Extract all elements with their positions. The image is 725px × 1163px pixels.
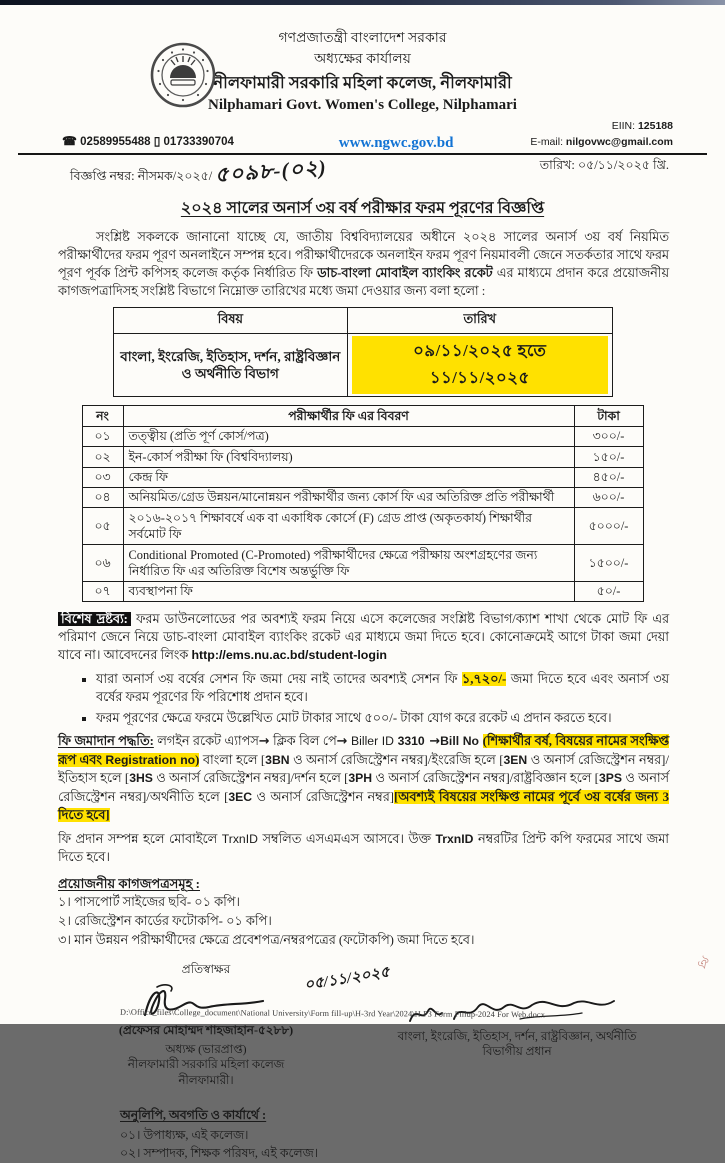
schedule-table bbox=[113, 307, 613, 397]
schedule-header-row bbox=[113, 308, 612, 334]
payment-instructions bbox=[58, 732, 669, 824]
college-name-bengali: নীলফামারী সরকারি মহিলা কলেজ, নীলফামারী bbox=[213, 73, 512, 93]
fee-row bbox=[82, 545, 643, 582]
schedule-col-subject: বিষয় bbox=[113, 308, 348, 334]
fee-header-row bbox=[82, 406, 643, 426]
mobile-number: 01733390704 bbox=[163, 135, 234, 148]
eiin-label: EIIN: bbox=[611, 120, 636, 133]
dept-heads-title: বিভাগীয় প্রধান bbox=[482, 1044, 552, 1059]
id-block bbox=[530, 119, 673, 149]
fee-amount: ১৫০০/- bbox=[574, 545, 643, 582]
contact-row bbox=[0, 117, 725, 149]
fee-no: ০১ bbox=[82, 426, 123, 446]
fee-no: ০৬ bbox=[82, 545, 123, 582]
notice-date bbox=[540, 157, 669, 177]
file-path-footer: D:\Office_files\College_document\National University\Form fill-up\H-3rd Year\2024\H P3 Form Fillup-2024 For Web.docx bbox=[119, 1007, 545, 1020]
phone-numbers bbox=[62, 134, 234, 150]
documents-section bbox=[58, 875, 669, 951]
fee-col-desc: পরীক্ষার্থীর ফি এর বিবরণ bbox=[123, 406, 574, 426]
memo-number-handwritten: ৫০৯৮-(০২) bbox=[214, 154, 328, 187]
government-line: গণপ্রজাতন্ত্রী বাংলাদেশ সরকার bbox=[278, 31, 447, 46]
fee-amount: ৫০/- bbox=[574, 581, 643, 601]
eiin-line bbox=[530, 119, 673, 134]
copies-section bbox=[120, 1107, 669, 1163]
signature-row bbox=[96, 961, 647, 1090]
eiin-value: 125188 bbox=[637, 120, 673, 133]
scan-ink-artifact: ঐ bbox=[695, 955, 709, 972]
fee-amount: ৫০০০/- bbox=[574, 508, 643, 545]
fee-no: ০২ bbox=[82, 447, 123, 467]
fee-no: ০৪ bbox=[82, 487, 123, 507]
memo-number bbox=[70, 154, 328, 192]
memo-label: বিজ্ঞপ্তি নম্বর: নীসমক/২০২৫/ bbox=[70, 168, 213, 183]
intro-paragraph: সংশ্লিষ্ট সকলকে জানানো যাচ্ছে যে, জাতীয় বিশ্ববিদ্যালয়ের অধীনে ২০২৪ সালের অনার্স ৩য় বর্ষ নিয়মিত পরীক্ষার্থীদের ফরম পূরণ অনলাইনে সম্পন্ন হবে। পরীক্ষার্থীদেরকে অনলাইন ফরম পূরণ নিয়মাবলী জেনে সতর্কতার সাথে ফরম পূরণ পূর্বক প্রিন্ট কপিসহ কলেজ কর্তৃক নির্ধারিত ফি ডাচ-বাংলা মোবাইল ব্যাংকিং রকেট এর মাধ্যমে প্রদান করে প্রয়োজনীয় কাগজপত্রাদিসহ সংশ্লিষ্ট বিভাগে নিম্নোক্ত তারিখের মধ্যে জমা দেওয়ার জন্য বলা হলো : bbox=[58, 229, 669, 299]
college-seal-logo bbox=[150, 42, 216, 115]
email-label: E-mail: bbox=[530, 135, 563, 148]
document-item: ২। রেজিস্ট্রেশন কার্ডের ফটোকপি- ০১ কপি। bbox=[58, 914, 272, 929]
phone-number: 02589955488 bbox=[80, 135, 151, 148]
fee-desc: তত্ত্বীয় (প্রতি পূর্ণ কোর্স/পত্র) bbox=[123, 426, 574, 446]
email-line bbox=[530, 135, 673, 150]
website-link[interactable]: www.ngwc.gov.bd bbox=[338, 134, 454, 151]
countersign-label: প্রতিস্বাক্ষর bbox=[181, 961, 231, 976]
fee-amount: ৪৫০/- bbox=[574, 467, 643, 487]
fee-row bbox=[82, 581, 643, 601]
copies-heading: অনুলিপি, অবগতি ও কার্যার্থে : bbox=[120, 1108, 267, 1123]
fee-desc: ব্যবস্থাপনা ফি bbox=[123, 581, 574, 601]
bullet-session-fee: ▪ যারা অনার্স ৩য় বর্ষের সেশন ফি জমা দেয় নাই তাদের অবশ্যই সেশন ফি ১,৭২০/- জমা দিতে হবে এবং অনার্স ৩য় বর্ষের ফরম পূরণের ফি পরিশোধ প্রদান হবে। bbox=[96, 671, 669, 707]
bullet-extra-500: ▪ ফরম পূরণের ক্ষেত্রে ফরমে উল্লেখিত মোট টাকার সাথে ৫০০/- টাকা যোগ করে রকেট এ প্রদান করতে হবে। bbox=[96, 710, 669, 728]
fee-amount: ৬০০/- bbox=[574, 487, 643, 507]
meta-row bbox=[0, 155, 725, 187]
schedule-subjects: বাংলা, ইংরেজি, ইতিহাস, দর্শন, রাষ্ট্রবিজ্ঞান ও অর্থনীতি বিভাগ bbox=[113, 334, 348, 397]
principal-name: (প্রফেসর মোহাম্মদ শাহজাহান-৫২৮৮) bbox=[118, 1022, 294, 1037]
fee-amount: ৩০০/- bbox=[574, 426, 643, 446]
date-value: ০৫/১১/২০২৫ খ্রি. bbox=[577, 157, 669, 172]
copy-item: ০২। সম্পাদক, শিক্ষক পরিষদ, এই কলেজ। bbox=[120, 1146, 318, 1161]
telephone-icon: ☎ bbox=[62, 133, 77, 148]
payment-heading: ফি জমাদান পদ্ধতি: bbox=[58, 733, 154, 748]
special-note-label: বিশেষ দ্রষ্টব্য: bbox=[58, 612, 131, 626]
office-line: অধ্যক্ষের কার্যালয় bbox=[314, 52, 411, 68]
principal-title: অধ্যক্ষ (ভারপ্রাপ্ত) bbox=[165, 1041, 247, 1056]
fee-row bbox=[82, 487, 643, 507]
handwritten-date: ০৫/১১/২০২৫ bbox=[302, 963, 391, 994]
notice-title: ২০২৪ সালের অনার্স ৩য় বর্ষ পরীক্ষার ফরম পূরণের বিজ্ঞপ্তি bbox=[180, 199, 545, 217]
bullet-list bbox=[96, 671, 669, 728]
fee-no: ০৩ bbox=[82, 467, 123, 487]
copy-item: ০১। উপাধ্যক্ষ, এই কলেজ। bbox=[120, 1128, 249, 1143]
dept-heads-departments: বাংলা, ইংরেজি, ইতিহাস, দর্শন, রাষ্ট্রবিজ্ঞান, অর্থনীতি bbox=[397, 1028, 637, 1043]
fee-desc: কেন্দ্র ফি bbox=[123, 467, 574, 487]
fee-no: ০৭ bbox=[82, 581, 123, 601]
student-login-link[interactable]: http://ems.nu.ac.bd/student-login bbox=[191, 648, 387, 663]
trxn-paragraph: ফি প্রদান সম্পন্ন হলে মোবাইলে TrxnID সম্বলিত এসএমএস আসবে। উক্ত TrxnID নম্বরটির প্রিন্ট কপি ফরমের সাথে জমা দিতে হবে। bbox=[58, 832, 670, 865]
fee-row bbox=[82, 447, 643, 467]
date-label: তারিখ: bbox=[539, 157, 575, 172]
principal-district: নীলফামারী। bbox=[178, 1073, 234, 1088]
fee-no: ০৫ bbox=[82, 508, 123, 545]
fee-desc: ইন-কোর্স পরীক্ষা ফি (বিশ্ববিদ্যালয়) bbox=[123, 447, 574, 467]
documents-heading: প্রয়োজনীয় কাগজপত্রসমূহ : bbox=[58, 875, 200, 891]
fee-col-no: নং bbox=[82, 406, 123, 426]
fee-desc: ২০১৬-২০১৭ শিক্ষাবর্ষে এক বা একাধিক কোর্সে (F) গ্রেড প্রাপ্ত (অকৃতকার্য) শিক্ষার্থীর সর্বমোট ফি bbox=[123, 508, 574, 545]
fee-row bbox=[82, 508, 643, 545]
document-item: ১। পাসপোর্ট সাইজের ছবি- ০১ কপি। bbox=[58, 895, 240, 909]
fee-amount: ১৫০/- bbox=[574, 447, 643, 467]
fee-col-amount: টাকা bbox=[574, 406, 643, 426]
document-item: ৩। মান উন্নয়ন পরীক্ষার্থীদের ক্ষেত্রে প্রবেশপত্র/নম্বরপত্রের (ফটোকপি) জমা দিতে হবে। bbox=[58, 933, 475, 948]
fee-desc: অনিয়মিত/গ্রেড উন্নয়ন/মানোন্নয়ন পরীক্ষার্থীর জন্য কোর্স ফি এর অতিরিক্ত প্রতি পরীক্ষার্থী bbox=[123, 487, 574, 507]
fee-desc: Conditional Promoted (C-Promoted) পরীক্ষার্থীদের ক্ষেত্রে পরীক্ষায় অংশগ্রহণের জন্য নির্ধারিত ফি এর অতিরিক্ত বিশেষ অন্তর্ভুক্তি ফি bbox=[123, 545, 574, 582]
principal-college: নীলফামারী সরকারি মহিলা কলেজ bbox=[127, 1057, 285, 1072]
schedule-row bbox=[113, 334, 612, 397]
college-name-english: Nilphamari Govt. Women's College, Nilphamari bbox=[208, 96, 517, 113]
fee-table bbox=[82, 405, 644, 602]
schedule-col-date: তারিখ bbox=[348, 308, 612, 334]
special-note-text: ফরম ডাউনলোডের পর অবশ্যই ফরম নিয়ে এসে কলেজের সংশ্লিষ্ট বিভাগ/ক্যাশ শাখা থেকে মোট ফি এর পরিমাণ জেনে নিয়ে ডাচ-বাংলা মোবাইল ব্যাংকিং রকেট এর মাধ্যমে জমা দিতে হবে। কোনোক্রমেই আগে টাকা জমা দেয়া যাবে না। আবেদনের লিংক bbox=[58, 612, 669, 663]
fee-row bbox=[82, 426, 643, 446]
schedule-date-range-highlight: ০৯/১১/২০২৫ হতে ১১/১১/২০২৫ bbox=[352, 336, 607, 394]
payment-steps: লগইন রকেট এ্যাপস→ ক্লিক বিল পে→ Biller ID 3310 →Bill No (শিক্ষার্থীর বর্ষ, বিষয়ের নামের সংক্ষিপ্ত রূপ এবং Registration no) বাংলা হলে [3BN ও অনার্স রেজিস্ট্রেশন নম্বর]/ইংরেজি হলে [3EN ও অনার্স রেজিস্ট্রেশন নম্বর]/ইতিহাস হলে [3HS ও অনার্স রেজিস্ট্রেশন নম্বর]/দর্শন হলে [3PH ও অনার্স রেজিস্ট্রেশন নম্বর]/রাষ্ট্রবিজ্ঞান হলে [3PS ও অনার্স রেজিস্ট্রেশন নম্বর]/অর্থনীতি হলে [3EC ও অনার্স রেজিস্ট্রেশন নম্বর][অবশ্যই বিষয়ের সংক্ষিপ্ত নামের পূর্বে ৩য় বর্ষের জন্য 3 দিতে হবে] bbox=[58, 733, 670, 822]
letterhead bbox=[0, 0, 725, 115]
schedule-date-cell bbox=[348, 334, 612, 397]
mobile-phone-icon: ▯ bbox=[153, 133, 161, 148]
fee-row bbox=[82, 467, 643, 487]
special-note bbox=[58, 610, 669, 665]
email-link[interactable]: nilgovwc@gmail.com bbox=[565, 135, 673, 148]
